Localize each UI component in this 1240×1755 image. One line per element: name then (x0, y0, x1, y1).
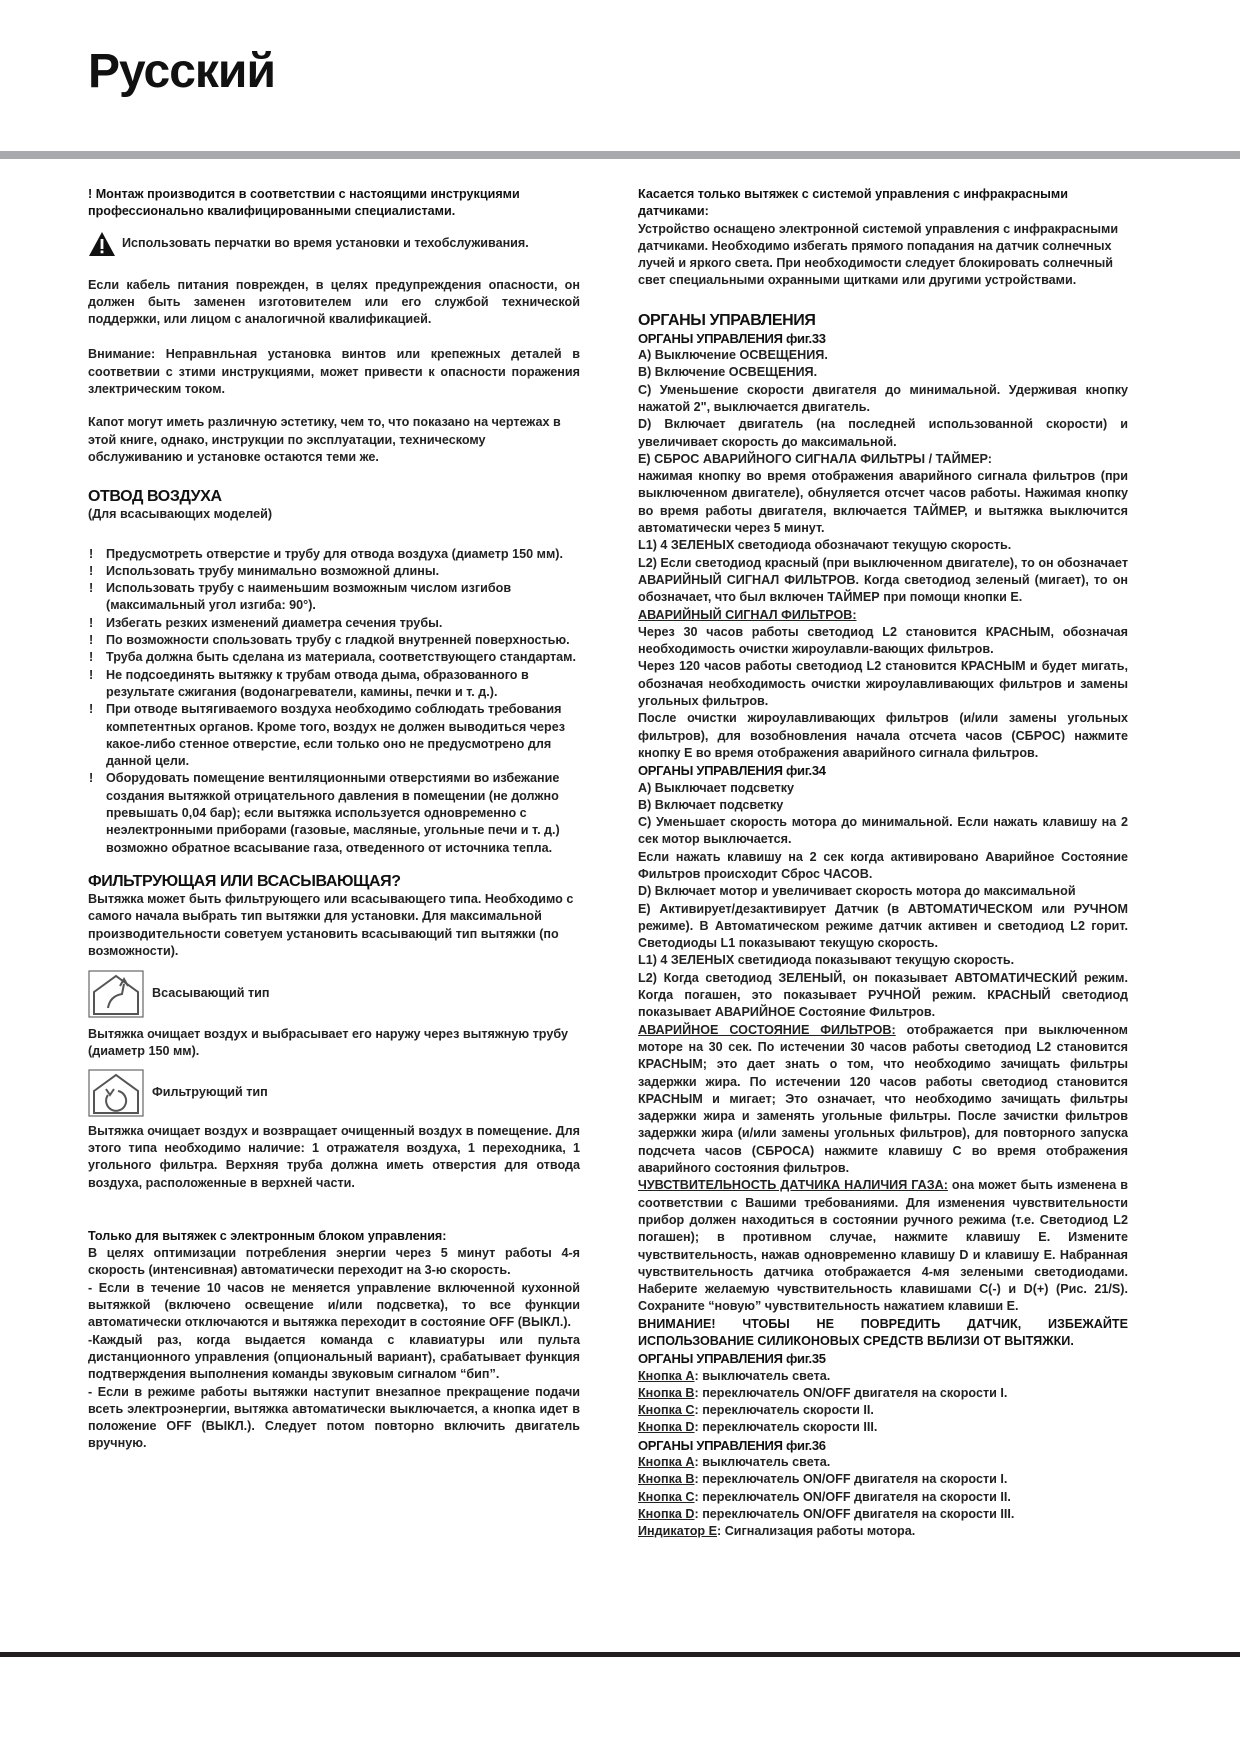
air-list-item (88, 546, 580, 563)
control-key-desc: : выключатель света. (694, 1368, 831, 1383)
control-key-desc: : переключатель скорости III. (694, 1420, 878, 1435)
control-key-label: Кнопка C (638, 1489, 695, 1504)
control-key-row (638, 1471, 1128, 1488)
fig36-list (638, 1454, 1128, 1540)
suction-type-row (88, 970, 580, 1018)
control-key-label: Кнопка B (638, 1385, 695, 1400)
top-divider (0, 151, 1240, 159)
suction-label: Всасывающий тип (152, 986, 270, 1001)
electronic-para-1: В целях оптимизации потребления энергии через 5 минут работы 4-я скорость (интенсивная) автоматически переходит на 3-ю скорость. (88, 1246, 580, 1278)
emergency-text: отображается при выключенном моторе на 30 сек. По истечении 30 часов работы светодиод L2 становится КРАСНЫМ; это дает знать о том, что необходимо зачищать фильтры задержки жира. По истечении 120 часов работы светодиод становится КРАСНЫМ и мигает; Это означает, что необходимо зачищать фильтры задержки жира и заменять угольные фильтры. После зачистки фильтров задержки жира (и/или замены угольных фильтров), для повторного запуска подсчета часов (СБРОСА) нажмите клавишу C во время отображения аварийного состояния фильтров. (638, 1022, 1128, 1176)
air-list-item (88, 563, 580, 580)
fig34-title: ОРГАНЫ УПРАВЛЕНИЯ фиг.34 (638, 763, 826, 779)
control-key-desc: : Сигнализация работы мотора. (717, 1524, 916, 1539)
air-list-item (88, 649, 580, 666)
air-list-item (88, 667, 580, 702)
control-key-row (638, 1368, 1128, 1385)
fig34-block (638, 780, 1128, 1022)
air-list-item-text: Использовать трубу с наименьшим возможным числом изгибов (максимальный угол изгиба: 90°). (106, 581, 512, 613)
fig35-title: ОРГАНЫ УПРАВЛЕНИЯ фиг.35 (638, 1351, 826, 1367)
suction-house-icon (88, 970, 144, 1018)
air-list-item (88, 701, 580, 770)
fig33-line: B) Включение ОСВЕЩЕНИЯ. (638, 365, 818, 380)
fig33-line: нажимая кнопку во время отображения аварийного сигнала фильтров (при выключенном двигателе), обнуляется отсчет часов работы. Нажимая кнопку во время работы двигателя, включается ТАЙМЕР, и вытяжка выключится автоматически через 5 минут. (638, 469, 1128, 536)
air-list-item-text: При отводе вытягиваемого воздуха необходимо соблюдать требования компетентных органов. Кроме того, воздух не должен выводиться через какое-либо стенное отверстие, если только оно не предусмотрено для данной цели. (106, 702, 565, 769)
air-list-item (88, 770, 580, 856)
air-list (88, 546, 580, 857)
fig34-line: L2) Когда светодиод ЗЕЛЕНЫЙ, он показывает АВТОМАТИЧЕСКИЙ режим. Когда погашен, это показывает РУЧНОЙ режим. КРАСНЫЙ светодиод показывает АВАРИЙНОЕ Состояние Фильтров. (638, 970, 1128, 1020)
fig33-line: A) Выключение ОСВЕЩЕНИЯ. (638, 348, 828, 363)
fig34-line: E) Активирует/дезактивирует Датчик (в АВТОМАТИЧЕСКОМ или РУЧНОМ режиме). В Автоматическом режиме датчик активен и светодиод L2 горит. Светодиоды L1 показывают текущую скорость. (638, 901, 1128, 951)
fig34-line: B) Включает подсветку (638, 797, 784, 812)
alarm-line: После очистки жироулавливающих фильтров (и/или замены угольных фильтров), для возобновления начала отсчета часов (СБРОС) нажмите кнопку E во время отображения аварийного сигнала фильтров. (638, 711, 1128, 760)
page-title: Русский (88, 45, 275, 98)
gas-paragraph (638, 1177, 1128, 1315)
control-key-label: Кнопка D (638, 1506, 695, 1521)
cable-paragraph: Если кабель питания поврежден, в целях предупреждения опасности, он должен быть заменен изготовителем или его службой технической поддержки, или лицом с аналогичной квалификацией. (88, 277, 580, 327)
control-key-row (638, 1506, 1128, 1523)
fig35-list (638, 1368, 1128, 1437)
electronic-title: Только для вытяжек с электронным блоком управления: (88, 1228, 447, 1243)
ir-title: Касается только вытяжек с системой управления с инфракрасными датчиками: (638, 187, 1068, 219)
electronic-para-4: - Если в режиме работы вытяжки наступит внезапное прекращение подачи всеть электроэнергии, вытяжка автоматически выключается, а кнопка идет в положение OFF (ВЫКЛ.). Следует потом повторно включить двигатель вручную. (88, 1384, 580, 1451)
control-key-label: Индикатор E (638, 1524, 717, 1539)
air-list-item (88, 615, 580, 632)
exclamation-icon: ! (89, 546, 94, 561)
control-key-row (638, 1385, 1128, 1402)
gas-title: ЧУВСТВИТЕЛЬНОСТЬ ДАТЧИКА НАЛИЧИЯ ГАЗА: (638, 1178, 948, 1193)
controls-heading: ОРГАНЫ УПРАВЛЕНИЯ (638, 311, 816, 329)
hood-paragraph: Капот могут иметь различную эстетику, чем то, что показано на чертежах в этой книге, однако, инструкции по эксплуатации, техническому обслуживанию и установке остаются теми же. (88, 415, 561, 464)
air-subnote: (Для всасывающих моделей) (88, 507, 273, 522)
control-key-label: Кнопка A (638, 1368, 695, 1383)
control-key-row (638, 1454, 1128, 1471)
fig34-line: L1) 4 ЗЕЛЕНЫХ светидиода показывают текущую скорость. (638, 953, 1015, 968)
control-key-label: Кнопка B (638, 1472, 695, 1487)
filter-intro: Вытяжка может быть фильтрующего или всасывающего типа. Необходимо с самого начала выбрать тип вытяжки для установки. Для максимальной производительности советуем установить всасывающий тип вытяжки (по возможности). (88, 891, 574, 958)
control-key-row (638, 1523, 1128, 1540)
fig33-title: ОРГАНЫ УПРАВЛЕНИЯ фиг.33 (638, 330, 826, 346)
exclamation-icon: ! (89, 650, 94, 665)
control-key-desc: : переключатель ON/OFF двигателя на скорости I. (694, 1472, 1008, 1487)
air-list-item (88, 632, 580, 649)
electronic-para-3: -Каждый раз, когда выдается команда с клавиатуры или пульта дистанционного управления (опциональный вариант), срабатывает функция подтверждения выполнения команды звуковым сигналом “бип”. (88, 1332, 580, 1382)
air-list-item-text: Использовать трубу минимально возможной длины. (106, 563, 440, 578)
fig34-line: D) Включает мотор и увеличивает скорость мотора до максимальной (638, 884, 1076, 899)
control-key-desc: : выключатель света. (694, 1455, 831, 1470)
attention-paragraph: Внимание: Неправнльная установка винтов или крепежных деталей в соответвии с зтими инструкциями, может привести к опасности поражения злектрическим током. (88, 347, 580, 397)
exclamation-icon: ! (89, 563, 94, 578)
exclamation-icon: ! (89, 771, 94, 786)
air-list-item-text: Предусмотреть отверстие и трубу для отвода воздуха (диаметр 150 мм). (106, 546, 563, 561)
warning-triangle-icon (88, 231, 116, 257)
control-key-label: Кнопка D (638, 1420, 695, 1435)
air-heading: ОТВОД ВОЗДУХА (88, 488, 222, 506)
gas-text: она может быть изменена в соответствии с Вашими требованиями. Для изменения чувствительности прибор должен находиться в состоянии ручного режима (т.е. Светодиод L2 погашен); в противном случае, нажмите клавишу E. Измените чувствительность, нажав одновременно клавишу D и клавишу E. Набранная чувствительность датчика отображается 4-мя зелеными светодиодами. Наберите желаемую чувствительность клавишами C(-) и D(+) (Рис. 21/S). Сохраните “новую” чувствительность нажатием клавиши E. (638, 1178, 1128, 1314)
fig34-line: A) Выключает подсветку (638, 780, 795, 795)
filtering-label: Фильтрующий тип (152, 1085, 268, 1100)
fig33-line: L2) Если светодиод красный (при выключенном двигателе), то он обозначает АВАРИЙНЫЙ СИГНАЛ ФИЛЬТРОВ. Когда светодиод зеленый (мигает), то он обозначает, что был включен ТАЙМЕР при помощи кнопки E. (638, 555, 1128, 605)
fig33-line: E) СБРОС АВАРИЙНОГО СИГНАЛА ФИЛЬТРЫ / ТАЙМЕР: (638, 451, 992, 466)
air-list-item-text: По возможности спользовать трубу с гладкой внутренней поверхностью. (106, 633, 570, 648)
suction-text: Вытяжка очищает воздух и выбрасывает его наружу через вытяжную трубу (диаметр 150 мм). (88, 1027, 568, 1059)
control-key-label: Кнопка A (638, 1455, 695, 1470)
electronic-para-2: - Если в течение 10 часов не меняется управление включенной кухонной вытяжкой (включено освещение и/или подсветка), то все функции автоматически отключаются и вытяжка переходит в состояние OFF (ВЫКЛ.). (88, 1280, 580, 1330)
control-key-label: Кнопка C (638, 1403, 695, 1418)
fig33-line: L1) 4 ЗЕЛЕНЫХ светодиода обозначают текущую скорость. (638, 538, 1012, 553)
fig34-line: C) Уменьшает скорость мотора до минимальной. Если нажать клавишу на 2 сек мотор выключается. (638, 815, 1128, 847)
alarm-block (638, 624, 1128, 762)
silicone-warning: ВНИМАНИЕ! ЧТОБЫ НЕ ПОВРЕДИТЬ ДАТЧИК, ИЗБЕЖАЙТЕ ИСПОЛЬЗОВАНИЕ СИЛИКОНОВЫХ СРЕДСТВ ВБЛИЗИ ОТ ВЫТЯЖКИ. (638, 1316, 1128, 1348)
install-notice: ! Монтаж производится в соответствии с настоящими инструкциями профессионально квалифицированными специалистами. (88, 187, 520, 219)
filtering-type-row (88, 1069, 580, 1117)
fig33-line: C) Уменьшение скорости двигателя до минимальной. Удерживая кнопку нажатой 2", выключается двигатель. (638, 382, 1128, 414)
emergency-title: АВАРИЙНОЕ СОСТОЯНИЕ ФИЛЬТРОВ: (638, 1022, 896, 1037)
control-key-row (638, 1489, 1128, 1506)
exclamation-icon: ! (89, 633, 94, 648)
left-column (88, 186, 580, 1453)
alarm-title: АВАРИЙНЫЙ СИГНАЛ ФИЛЬТРОВ: (638, 607, 857, 622)
air-list-item-text: Не подсоединять вытяжку к трубам отвода дыма, образованного в результате сжигания (водонагреватели, камины, печки и т. д.). (106, 667, 529, 699)
exclamation-icon: ! (89, 702, 94, 717)
alarm-line: Через 120 часов работы светодиод L2 становится КРАСНЫМ и будет мигать, обозначая необходимость очистки жироулавливающих фильтров и замены угольных фильтров. (638, 659, 1128, 709)
air-list-item-text: Избегать резких изменений диаметра сечения трубы. (106, 615, 443, 630)
control-key-desc: : переключатель ON/OFF двигателя на скорости I. (694, 1385, 1008, 1400)
emergency-paragraph (638, 1022, 1128, 1178)
bottom-divider (0, 1652, 1240, 1657)
control-key-desc: : переключатель скорости II. (694, 1403, 874, 1418)
fig34-line: Если нажать клавишу на 2 сек когда активировано Аварийное Состояние Фильтров происходит Сброс ЧАСОВ. (638, 849, 1128, 881)
gloves-warning (88, 231, 580, 257)
exclamation-icon: ! (89, 581, 94, 596)
control-key-row (638, 1402, 1128, 1419)
exclamation-icon: ! (89, 667, 94, 682)
control-key-desc: : переключатель ON/OFF двигателя на скорости II. (694, 1489, 1011, 1504)
filter-heading: ФИЛЬТРУЮЩАЯ ИЛИ ВСАСЫВАЮЩАЯ? (88, 872, 401, 890)
fig33-block (638, 347, 1128, 606)
control-key-row (638, 1419, 1128, 1436)
fig36-title: ОРГАНЫ УПРАВЛЕНИЯ фиг.36 (638, 1437, 826, 1453)
filtering-text: Вытяжка очищает воздух и возвращает очищенный воздух в помещение. Для этого типа необходимо наличие: 1 отражателя воздуха, 1 переходника, 1 угольного фильтра. Верхняя труба должна иметь отверстия для отвода воздуха, расположенные в верхней части. (88, 1123, 580, 1190)
filtering-house-icon (88, 1069, 144, 1117)
air-list-item-text: Оборудовать помещение вентиляционными отверстиями во избежание создания вытяжкой отрицательного давления в помещении (не должно превышать 0,04 бар); если вытяжка используется одновременно с неэлектронными приборами (газовые, масляные, угольные печи и т. д.) возможно обратное всасывание газа, отведенного от источника тепла. (106, 771, 560, 855)
control-key-desc: : переключатель ON/OFF двигателя на скорости III. (694, 1506, 1015, 1521)
ir-text: Устройство оснащено электронной системой управления с инфракрасными датчиками. Необходимо избегать прямого попадания на датчик солнечных лучей и яркого света. При необходимости следует блокировать солнечный свет специальными охранными щитками или другими устройствами. (638, 221, 1119, 288)
air-list-item-text: Труба должна быть сделана из материала, соответствующего стандартам. (106, 650, 576, 665)
gloves-text: Использовать перчатки во время установки и техобслуживания. (122, 235, 529, 250)
exclamation-icon: ! (89, 615, 94, 630)
air-list-item (88, 580, 580, 615)
alarm-line: Через 30 часов работы светодиод L2 становится КРАСНЫМ, обозначая необходимость очистки жироулавли-вающих фильтров. (638, 624, 1128, 657)
right-column (638, 186, 1128, 1541)
fig33-line: D) Включает двигатель (на последней использованной скорости) и увеличивает скорость до максимальной. (638, 417, 1128, 449)
